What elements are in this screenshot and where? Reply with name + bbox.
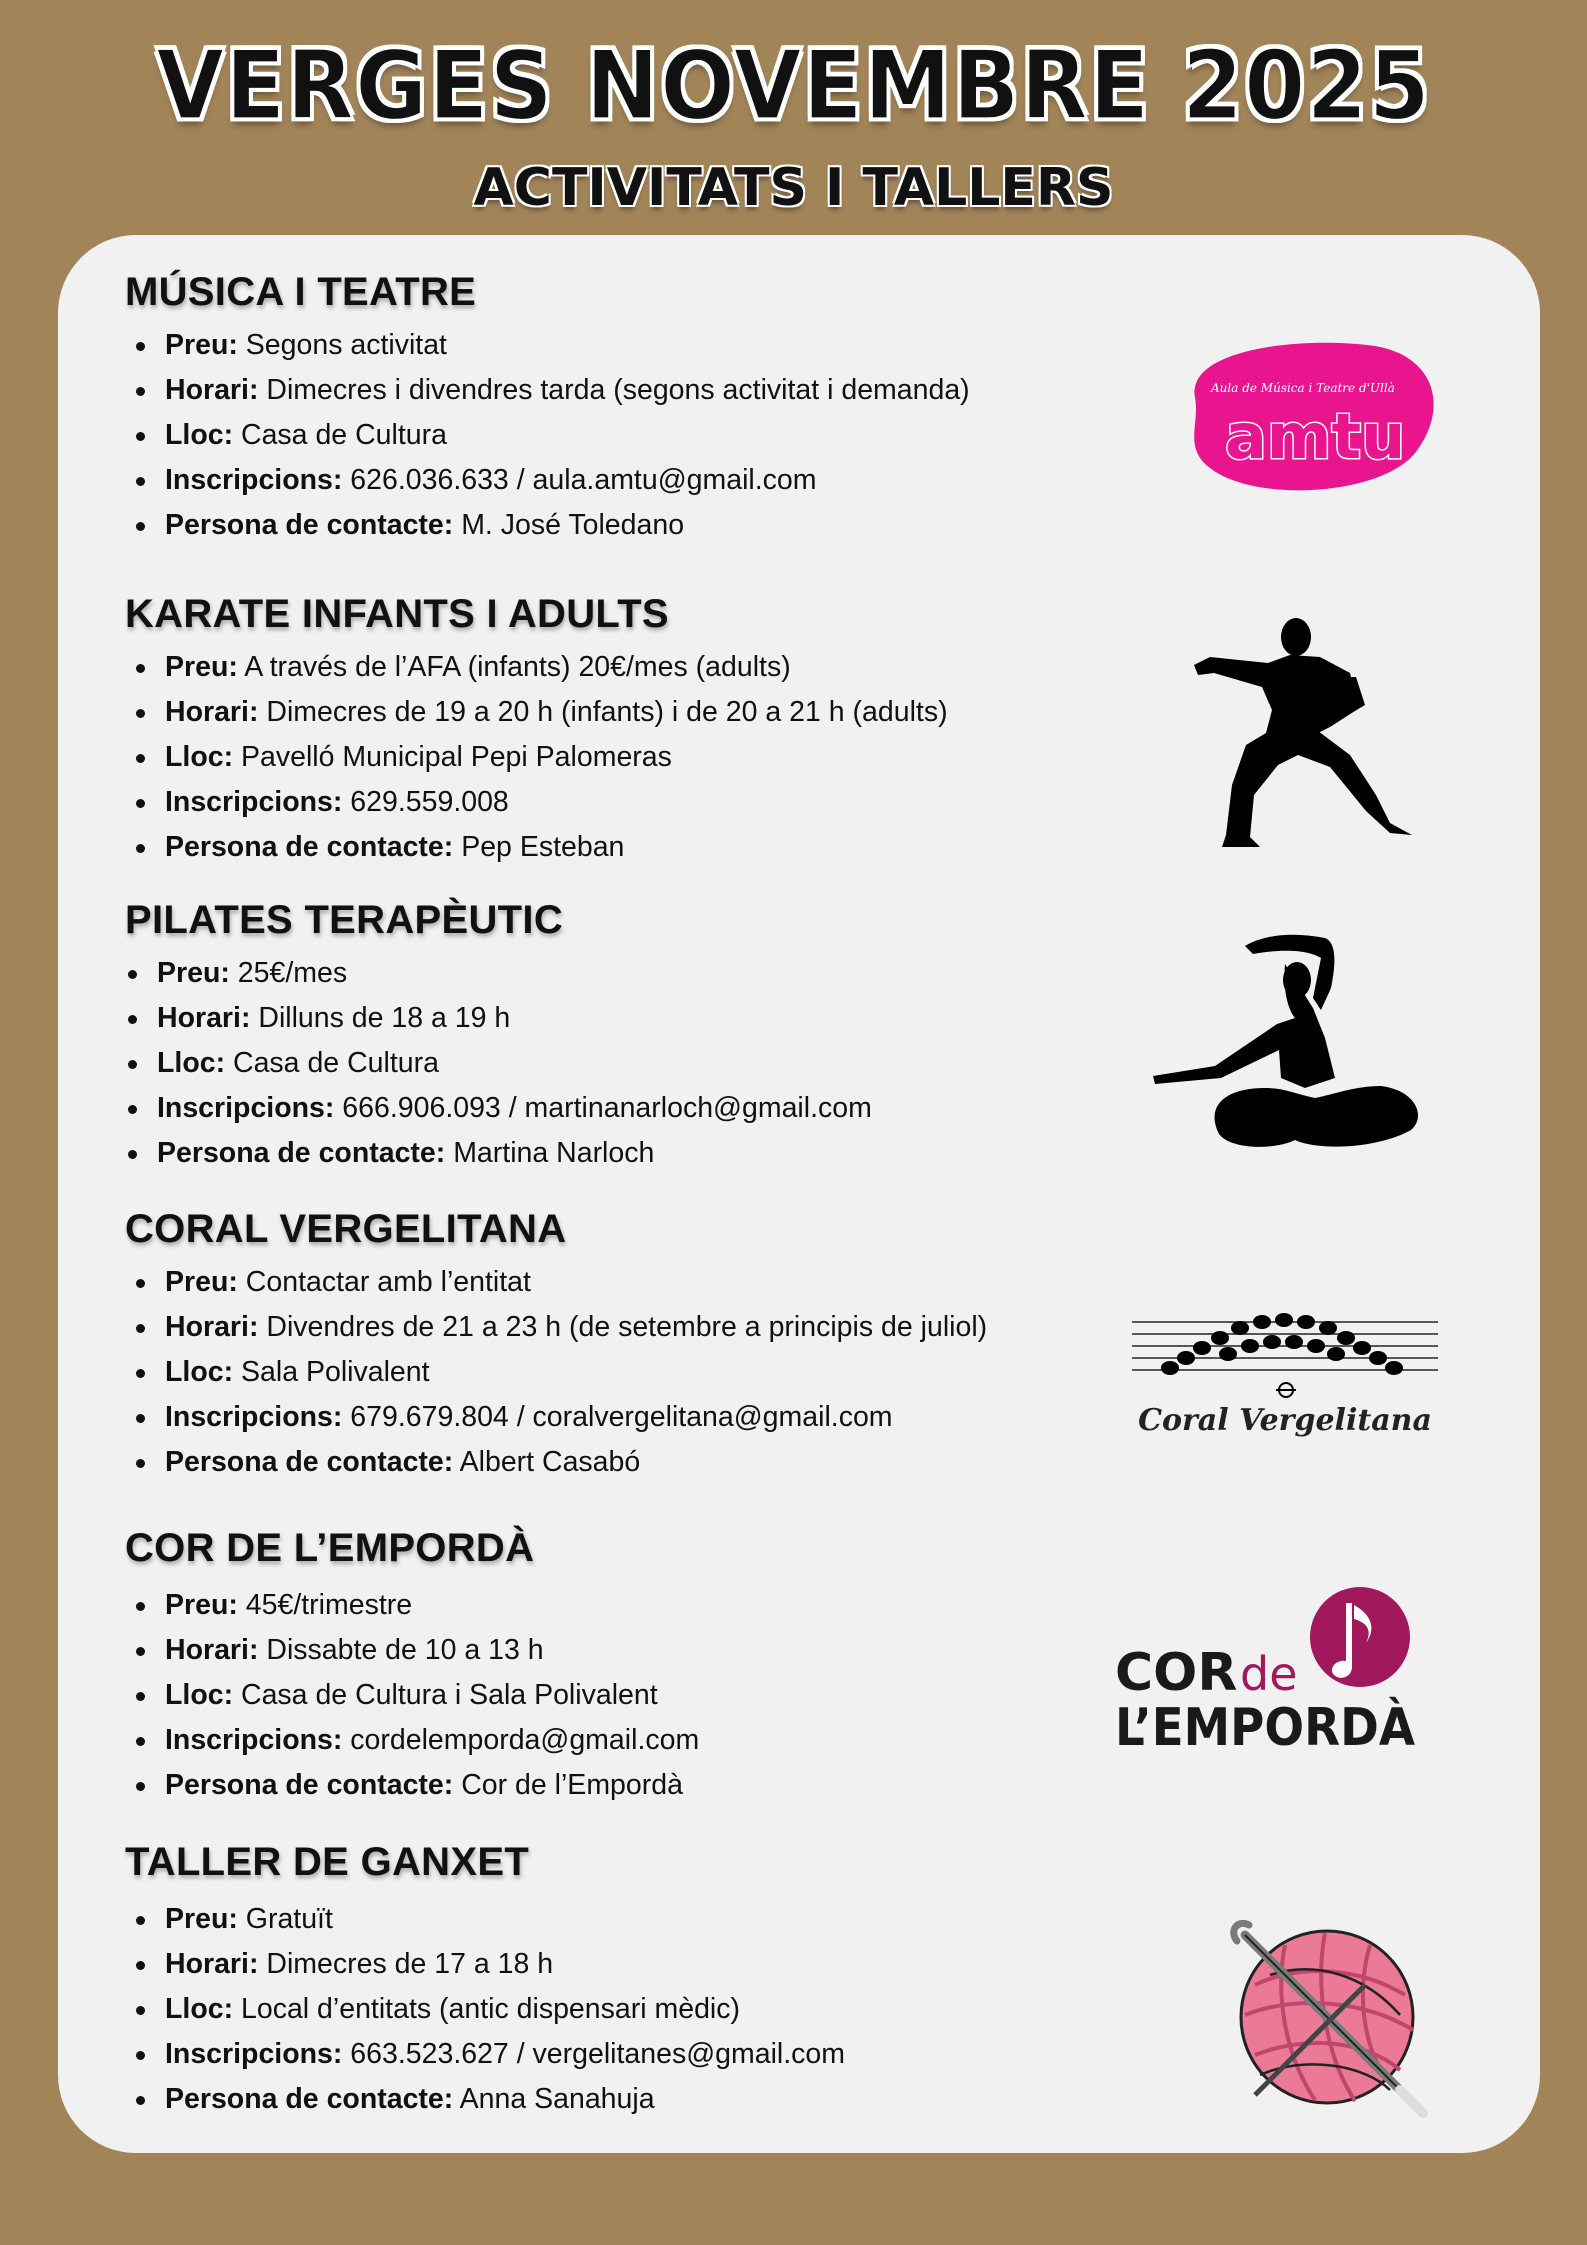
place-value: Pavelló Municipal Pepi Palomeras <box>241 741 672 773</box>
cor-emporda-logo <box>1110 1585 1430 1755</box>
price-label: Preu: <box>165 1903 238 1935</box>
registration-value: 679.679.804 / coralvergelitana@gmail.com <box>350 1401 893 1433</box>
amtu-logo <box>1165 328 1445 508</box>
info-list <box>125 645 1125 870</box>
contact-label: Persona de contacte: <box>165 509 454 541</box>
contact-value: Cor de l’Empordà <box>461 1769 683 1801</box>
pilates-icon <box>1145 928 1425 1158</box>
place-label: Lloc: <box>165 1679 234 1711</box>
contact-label: Persona de contacte: <box>165 1446 454 1478</box>
cor-de: de <box>1240 1647 1298 1701</box>
list-item <box>125 1942 1125 1987</box>
amtu-tagline: Aula de Música i Teatre d'Ullà <box>1211 381 1395 395</box>
registration-label: Inscripcions: <box>157 1092 335 1124</box>
list-item <box>125 1350 1125 1395</box>
section-title: TALLER DE GANXET <box>125 1840 530 1884</box>
list-item <box>125 1305 1125 1350</box>
section-title: COR DE L’EMPORDÀ <box>125 1526 535 1570</box>
list-item <box>125 1718 1125 1763</box>
registration-value: 666.906.093 / martinanarloch@gmail.com <box>342 1092 872 1124</box>
registration-label: Inscripcions: <box>165 464 343 496</box>
list-item <box>125 2077 1125 2122</box>
list-item <box>125 368 1125 413</box>
contact-value: Anna Sanahuja <box>459 2083 655 2115</box>
place-label: Lloc: <box>157 1047 226 1079</box>
section-title: PILATES TERAPÈUTIC <box>125 898 564 942</box>
price-value: 45€/trimestre <box>245 1589 413 1621</box>
cor-line1: COR <box>1115 1643 1238 1703</box>
place-value: Casa de Cultura <box>241 419 447 451</box>
schedule-label: Horari: <box>165 1634 259 1666</box>
list-item <box>125 1628 1125 1673</box>
registration-value: cordelemporda@gmail.com <box>350 1724 700 1756</box>
price-label: Preu: <box>157 957 230 989</box>
list-item <box>125 690 1125 735</box>
registration-label: Inscripcions: <box>165 1724 343 1756</box>
price-value: Contactar amb l’entitat <box>245 1266 531 1298</box>
list-item <box>125 503 1125 548</box>
schedule-value: Dimecres de 19 a 20 h (infants) i de 20 a 21 h (adults) <box>266 696 948 728</box>
list-item <box>125 1673 1125 1718</box>
registration-label: Inscripcions: <box>165 786 343 818</box>
coral-vergelitana-logo <box>1130 1310 1440 1445</box>
schedule-value: Dilluns de 18 a 19 h <box>258 1002 511 1034</box>
section-musica-teatre <box>125 270 1125 548</box>
place-label: Lloc: <box>165 419 234 451</box>
place-value: Casa de Cultura i Sala Polivalent <box>241 1679 658 1711</box>
info-list <box>117 951 1125 1176</box>
list-item <box>125 1440 1125 1485</box>
contact-value: Albert Casabó <box>459 1446 641 1478</box>
list-item <box>117 951 1125 996</box>
schedule-label: Horari: <box>165 1311 259 1343</box>
price-label: Preu: <box>165 651 238 683</box>
info-list <box>125 1897 1125 2122</box>
price-value: A través de l’AFA (infants) 20€/mes (adults) <box>244 651 791 683</box>
contact-label: Persona de contacte: <box>165 831 454 863</box>
list-item <box>117 1086 1125 1131</box>
section-title: MÚSICA I TEATRE <box>125 270 477 314</box>
contact-label: Persona de contacte: <box>157 1137 446 1169</box>
schedule-label: Horari: <box>157 1002 251 1034</box>
schedule-value: Divendres de 21 a 23 h (de setembre a principis de juliol) <box>266 1311 988 1343</box>
contact-value: Pep Esteban <box>461 831 625 863</box>
section-title: CORAL VERGELITANA <box>125 1207 567 1251</box>
registration-value: 629.559.008 <box>350 786 509 818</box>
contact-value: M. José Toledano <box>461 509 685 541</box>
list-item <box>125 735 1125 780</box>
price-label: Preu: <box>165 1266 238 1298</box>
list-item <box>125 1260 1125 1305</box>
coral-name: Coral Vergelitana <box>1138 1403 1432 1438</box>
section-cor-emporda <box>125 1526 1125 1808</box>
schedule-value: Dimecres de 17 a 18 h <box>266 1948 554 1980</box>
info-list <box>125 1583 1125 1808</box>
schedule-label: Horari: <box>165 1948 259 1980</box>
section-pilates <box>125 898 1125 1176</box>
info-list <box>125 323 1125 548</box>
list-item <box>117 996 1125 1041</box>
page-subtitle: ACTIVITATS I TALLERS <box>473 158 1114 218</box>
place-label: Lloc: <box>165 1993 234 2025</box>
list-item <box>125 1897 1125 1942</box>
price-label: Preu: <box>165 1589 238 1621</box>
place-value: Sala Polivalent <box>241 1356 430 1388</box>
list-item <box>125 458 1125 503</box>
schedule-value: Dimecres i divendres tarda (segons activitat i demanda) <box>266 374 970 406</box>
section-karate <box>125 592 1125 870</box>
registration-value: 663.523.627 / vergelitanes@gmail.com <box>350 2038 846 2070</box>
page-title: VERGES NOVEMBRE 2025 <box>156 29 1431 142</box>
list-item <box>125 645 1125 690</box>
contact-label: Persona de contacte: <box>165 1769 454 1801</box>
schedule-label: Horari: <box>165 696 259 728</box>
contact-value: Martina Narloch <box>453 1137 655 1169</box>
list-item <box>125 1583 1125 1628</box>
place-label: Lloc: <box>165 1356 234 1388</box>
list-item <box>117 1131 1125 1176</box>
list-item <box>125 413 1125 458</box>
amtu-name: amtu <box>1225 400 1406 473</box>
price-value: 25€/mes <box>237 957 348 989</box>
section-ganxet <box>125 1840 1125 2122</box>
registration-value: 626.036.633 / aula.amtu@gmail.com <box>350 464 817 496</box>
contact-label: Persona de contacte: <box>165 2083 454 2115</box>
list-item <box>125 1395 1125 1440</box>
list-item <box>125 825 1125 870</box>
schedule-label: Horari: <box>165 374 259 406</box>
registration-label: Inscripcions: <box>165 1401 343 1433</box>
yarn-ball-icon <box>1215 1905 1440 2120</box>
price-label: Preu: <box>165 329 238 361</box>
price-value: Gratuït <box>245 1903 333 1935</box>
cor-line2: L’EMPORDÀ <box>1115 1698 1430 1755</box>
list-item <box>117 1041 1125 1086</box>
karate-icon <box>1180 615 1420 855</box>
list-item <box>125 1987 1125 2032</box>
list-item <box>125 323 1125 368</box>
info-list <box>125 1260 1125 1485</box>
place-value: Local d’entitats (antic dispensari mèdic) <box>241 1993 740 2025</box>
section-title: KARATE INFANTS I ADULTS <box>125 592 669 636</box>
section-coral <box>125 1207 1125 1485</box>
registration-label: Inscripcions: <box>165 2038 343 2070</box>
list-item <box>125 780 1125 825</box>
list-item <box>125 1763 1125 1808</box>
place-value: Casa de Cultura <box>233 1047 439 1079</box>
price-value: Segons activitat <box>245 329 447 361</box>
schedule-value: Dissabte de 10 a 13 h <box>266 1634 544 1666</box>
place-label: Lloc: <box>165 741 234 773</box>
list-item <box>125 2032 1125 2077</box>
